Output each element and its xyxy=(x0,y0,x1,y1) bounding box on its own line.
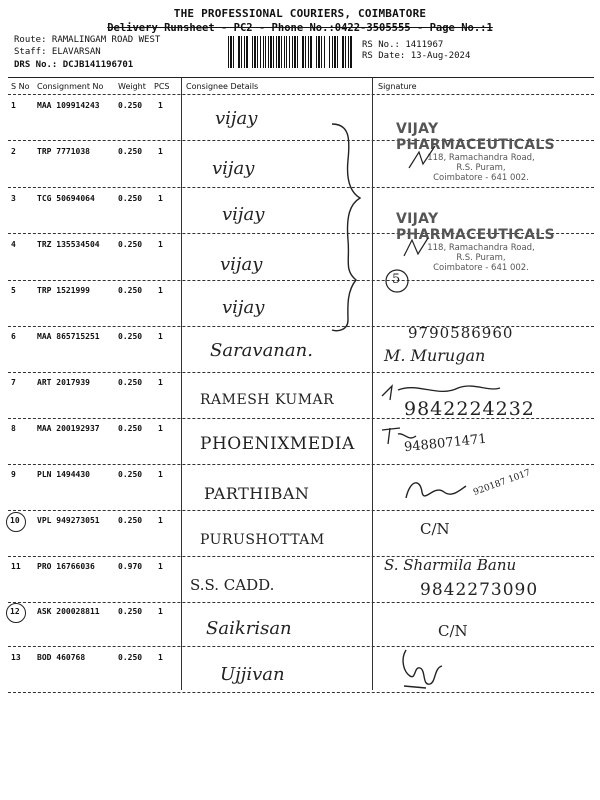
row-consignee: PHOENIXMEDIA xyxy=(200,434,355,454)
row-consignment: PLN 1494430 xyxy=(37,470,90,479)
barcode-gaps xyxy=(228,36,352,68)
row-consignment: PRO 16766036 xyxy=(37,562,95,571)
row-sno: 5 xyxy=(11,286,16,295)
row8-phone: 9488071471 xyxy=(403,431,488,456)
drs-label: DRS No.: DCJB141196701 xyxy=(14,60,134,70)
brace-mark xyxy=(330,120,370,335)
stamp-line: 118, Ramachandra Road, xyxy=(427,243,535,253)
signature-scribble xyxy=(396,646,446,694)
runsheet-subtitle xyxy=(0,22,600,34)
row-consignee: S.S. CADD. xyxy=(190,576,275,594)
row-pcs: 1 xyxy=(158,516,163,525)
row-consignee: vijay xyxy=(212,158,255,179)
signature-scribble xyxy=(398,230,438,270)
row-consignment: MAA 865715251 xyxy=(37,332,100,341)
row-weight: 0.250 xyxy=(118,424,143,433)
row-sno: 4 xyxy=(11,240,16,249)
row-sno: 12 xyxy=(10,607,20,616)
route-label: Route: RAMALINGAM ROAD WEST xyxy=(14,35,161,45)
row7-phone: 9842224232 xyxy=(404,398,535,420)
row11-phone: 9842273090 xyxy=(420,580,539,600)
row-divider xyxy=(8,646,594,647)
header-bottom-rule xyxy=(8,94,594,95)
row-consignee: vijay xyxy=(222,204,265,225)
row-divider xyxy=(8,602,594,603)
header-top-rule xyxy=(8,77,594,78)
col-consignee: Consignee Details xyxy=(186,82,259,91)
row-sno: 6 xyxy=(11,332,16,341)
stamp-line: Coimbatore - 641 002. xyxy=(433,173,529,183)
stamp-line: R.S. Puram, xyxy=(456,253,506,263)
row-sno: 3 xyxy=(11,194,16,203)
row-consignee: Saravanan. xyxy=(210,340,313,361)
runsheet-subtitle-text: Delivery Runsheet - PC2 - Phone No.:0422-3505555 - Page No.:1 xyxy=(107,22,493,34)
row-weight: 0.250 xyxy=(118,240,143,249)
stamp-line: 118, Ramachandra Road, xyxy=(427,153,535,163)
row-weight: 0.250 xyxy=(118,378,143,387)
company-title: THE PROFESSIONAL COURIERS, COIMBATORE xyxy=(173,7,427,20)
row-weight: 0.250 xyxy=(118,470,143,479)
row-divider xyxy=(8,187,594,188)
row-divider xyxy=(8,510,594,511)
signature-scribble xyxy=(400,474,470,508)
col-signature: Signature xyxy=(378,82,417,91)
row-pcs: 1 xyxy=(158,653,163,662)
row-sno: 8 xyxy=(11,424,16,433)
row-divider xyxy=(8,464,594,465)
row-sno: 1 xyxy=(11,101,16,110)
row-consignee: Saikrisan xyxy=(206,618,292,639)
row-pcs: 1 xyxy=(158,378,163,387)
row-divider xyxy=(8,692,594,693)
rs-date: RS Date: 13-Aug-2024 xyxy=(362,51,471,61)
row-consignee: vijay xyxy=(222,297,265,318)
rs-number: RS No.: 1411967 xyxy=(362,40,444,50)
col-weight: Weight xyxy=(118,82,146,91)
row-consignment: VPL 949273051 xyxy=(37,516,100,525)
row-pcs: 1 xyxy=(158,147,163,156)
row-consignee: vijay xyxy=(220,254,263,275)
row-consignment: BOD 460768 xyxy=(37,653,86,662)
row-divider xyxy=(8,372,594,373)
row-sno: 11 xyxy=(11,562,21,571)
row-consignee: PURUSHOTTAM xyxy=(200,532,325,548)
row-pcs: 1 xyxy=(158,240,163,249)
row-consignment: TCG 50694064 xyxy=(37,194,95,203)
row-weight: 0.250 xyxy=(118,194,143,203)
row-sno: 9 xyxy=(11,470,16,479)
row-weight: 0.250 xyxy=(118,286,143,295)
row-consignee: vijay xyxy=(215,108,258,129)
row-pcs: 1 xyxy=(158,562,163,571)
stamp-name: VIJAY PHARMACEUTICALS xyxy=(396,211,555,243)
row-consignment: TRP 7771038 xyxy=(37,147,90,156)
row12-signature: C/N xyxy=(438,622,468,640)
row-divider xyxy=(8,280,594,281)
staff-label: Staff: ELAVARSAN xyxy=(14,47,101,57)
row-weight: 0.970 xyxy=(118,562,143,571)
row-consignment: MAA 109914243 xyxy=(37,101,100,110)
row-weight: 0.250 xyxy=(118,516,143,525)
row-consignment: TRZ 135534504 xyxy=(37,240,100,249)
stamp-line: R.S. Puram, xyxy=(456,163,506,173)
row-weight: 0.250 xyxy=(118,101,143,110)
row-weight: 0.250 xyxy=(118,147,143,156)
row-sno: 2 xyxy=(11,147,16,156)
row-pcs: 1 xyxy=(158,286,163,295)
row6-name: M. Murugan xyxy=(384,346,486,365)
row-sno: 7 xyxy=(11,378,16,387)
row-weight: 0.250 xyxy=(118,607,143,616)
row10-signature: C/N xyxy=(420,520,450,538)
col-sno: S No xyxy=(11,82,30,91)
row-sno: 13 xyxy=(11,653,21,662)
stamp-line: Coimbatore - 641 002. xyxy=(433,263,529,273)
row-sno: 10 xyxy=(10,516,20,525)
row-consignment: MAA 200192937 xyxy=(37,424,100,433)
col-consignment: Consignment No xyxy=(37,82,104,91)
row-pcs: 1 xyxy=(158,332,163,341)
row11-name: S. Sharmila Banu xyxy=(384,556,517,574)
row-pcs: 1 xyxy=(158,194,163,203)
row-consignment: ART 2017939 xyxy=(37,378,90,387)
row-consignee: Ujjivan xyxy=(220,664,285,685)
row-pcs: 1 xyxy=(158,470,163,479)
signature-scribble xyxy=(405,140,445,180)
row-weight: 0.250 xyxy=(118,653,143,662)
row-consignment: ASK 200028811 xyxy=(37,607,100,616)
row-pcs: 1 xyxy=(158,101,163,110)
row-pcs: 1 xyxy=(158,424,163,433)
row-consignment: TRP 1521999 xyxy=(37,286,90,295)
column-divider xyxy=(372,78,373,690)
row-consignee: RAMESH KUMAR xyxy=(200,392,335,408)
row-pcs: 1 xyxy=(158,607,163,616)
five-mark: 5 xyxy=(392,272,401,287)
col-pcs: PCS xyxy=(154,82,170,91)
row-consignee: PARTHIBAN xyxy=(204,484,310,503)
row-weight: 0.250 xyxy=(118,332,143,341)
row9-phone: 920187 1017 xyxy=(472,468,533,498)
row6-phone: 9790586960 xyxy=(408,324,514,342)
stamp-name: VIJAY PHARMACEUTICALS xyxy=(396,121,555,153)
column-divider xyxy=(181,78,182,690)
